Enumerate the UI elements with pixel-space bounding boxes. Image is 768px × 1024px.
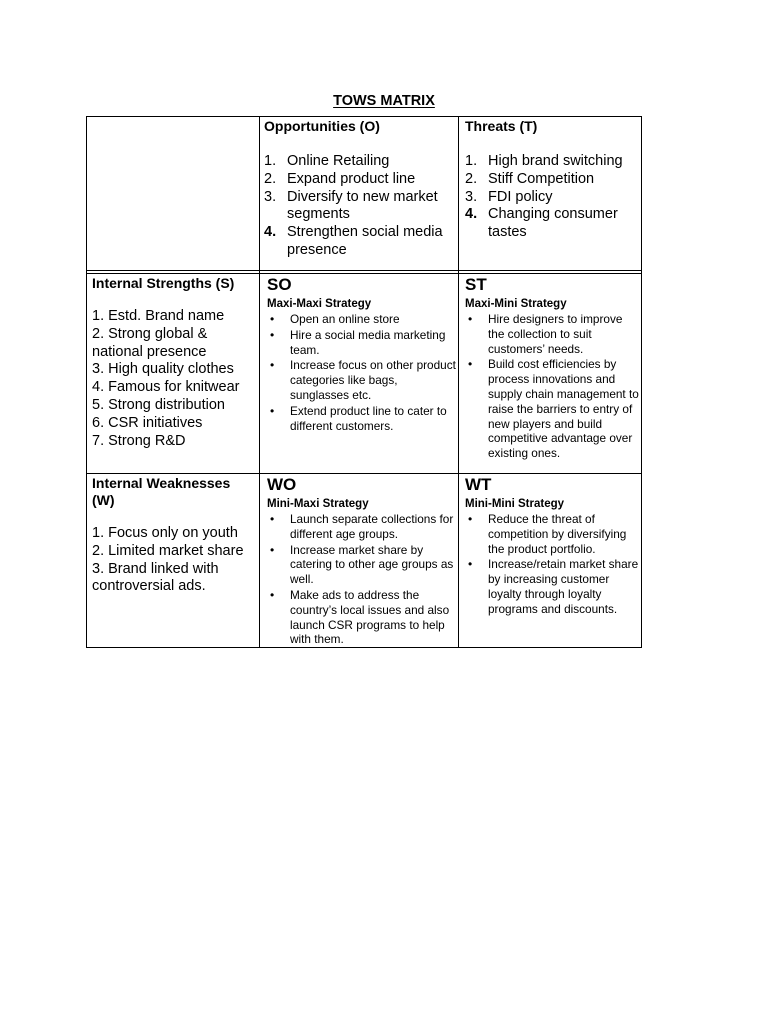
opportunities-list [264,153,456,260]
list-item: 4. Famous for knitwear [92,379,240,396]
list-item: 1. Online Retailing [264,153,390,169]
wo-strategy: Mini-Maxi Strategy [267,498,369,510]
strengths-cell [92,275,257,450]
list-item: • Reduce the threat of competition by diversifying the product portfolio. [465,512,640,556]
table-border-col2 [458,116,459,648]
list-item: • Increase market share by catering to other age groups as well. [267,543,457,587]
so-strategy: Maxi-Maxi Strategy [267,298,372,310]
wo-cell [267,475,457,647]
opportunities-header: Opportunities (O) [264,118,380,134]
strengths-list [92,308,257,450]
list-item: 5. Strong distribution [92,396,225,413]
wt-strategy: Mini-Mini Strategy [465,498,565,510]
wt-list [465,512,640,617]
weaknesses-list [92,525,252,596]
table-border-col1 [259,116,260,648]
list-item: 1. High brand switching [465,153,623,169]
st-code: ST [465,275,487,294]
list-item: 1. Estd. Brand name [92,308,225,324]
wo-code: WO [267,475,297,494]
wt-cell [465,475,640,617]
list-item: • Hire designers to improve the collection to suit customers’ needs. [465,312,640,356]
list-item: 2. Limited market share [92,542,244,559]
weaknesses-header: Internal Weaknesses (W) [92,475,231,508]
so-code: SO [267,275,292,294]
list-item: • Increase focus on other product categories like bags, sunglasses etc. [267,358,457,402]
list-item: • Open an online store [267,312,457,327]
list-item: 2. Expand product line [264,170,416,187]
table-border-left [86,116,87,648]
so-list [267,312,457,433]
list-item: 3. Brand linked with controversial ads. [92,560,219,595]
st-strategy: Maxi-Mini Strategy [465,298,567,310]
list-item: • Build cost efficiencies by process innovations and supply chain management to raise the barriers to entry of new players and build competitive advantage over existing ones. [465,357,640,461]
list-item: 3. High quality clothes [92,361,234,378]
threats-cell [465,118,639,242]
list-item: • Increase/retain market share by increasing customer loyalty through loyalty programs and discounts. [465,557,640,616]
list-item: 7. Strong R&D [92,432,186,449]
list-item: 3. Diversify to new market segments [264,188,438,223]
table-border-top [86,116,642,117]
list-item: • Make ads to address the country’s local issues and also launch CSR programs to help with them. [267,588,457,647]
list-item: 1. Focus only on youth [92,525,238,541]
list-item: 4. Strengthen social media presence [264,224,443,258]
table-border-row1b [86,273,642,274]
list-item: 6. CSR initiatives [92,414,203,431]
table-border-row2 [86,473,642,474]
so-cell [267,275,457,433]
threats-header: Threats (T) [465,118,538,134]
table-border-row1 [86,270,642,271]
list-item: 2. Strong global & national presence [92,325,208,360]
opportunities-cell [264,118,456,260]
list-item: 4. Changing consumer tastes [465,206,618,241]
document-title: TOWS MATRIX [333,93,435,109]
list-item: 2. Stiff Competition [465,170,595,187]
list-item: 3. FDI policy [465,188,553,205]
list-item: • Hire a social media marketing team. [267,328,457,358]
wo-list [267,512,457,647]
strengths-header: Internal Strengths (S) [92,275,235,291]
st-cell [465,275,640,461]
threats-list [465,153,639,242]
list-item: • Launch separate collections for different age groups. [267,512,457,542]
list-item: • Extend product line to cater to different customers. [267,404,457,434]
weaknesses-cell [92,475,252,596]
st-list [465,312,640,461]
wt-code: WT [465,475,492,494]
table-border-right [641,116,642,648]
